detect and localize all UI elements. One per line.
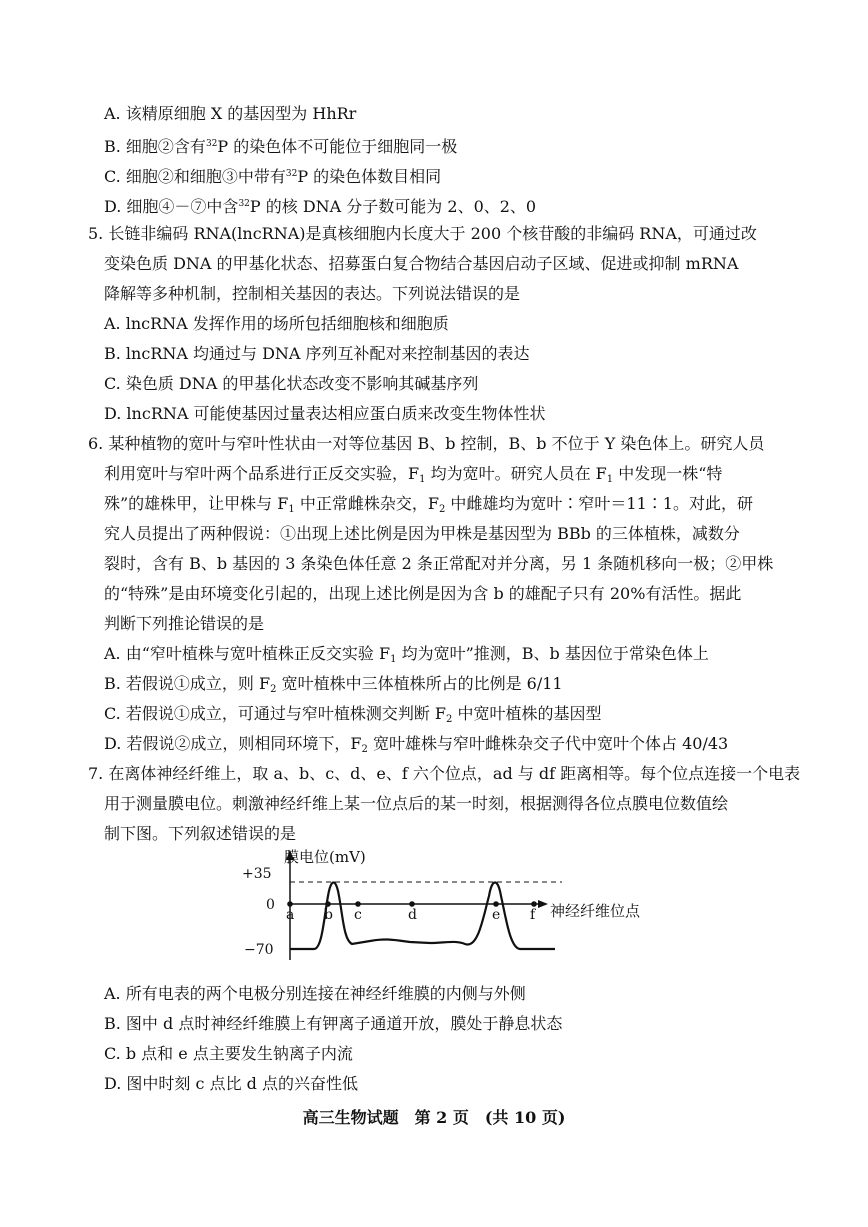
point-c-label: c — [354, 907, 362, 923]
q4-option-d-text-1: D. 细胞④－⑦中含 — [104, 197, 239, 216]
q6-option-a-text-1: A. 由“窄叶植株与宽叶植株正反交实验 F — [104, 644, 391, 663]
q6-option-c-sub: 2 — [446, 714, 453, 725]
q6-line2-sub-2: 1 — [606, 474, 614, 485]
q6-line2-text-1: 利用宽叶与窄叶两个品系进行正反交实验，F — [104, 464, 420, 483]
q6-option-d-sub: 2 — [361, 744, 368, 755]
q6-line3-text-2: 中正常雌株杂交，F — [294, 494, 439, 513]
q4-option-b — [104, 134, 457, 157]
q6-line3-sub-2: 2 — [438, 504, 446, 515]
point-a-label: a — [286, 907, 295, 923]
q5-option-d: D. lncRNA 可能使基因过量表达相应蛋白质来改变生物体性状 — [104, 404, 546, 423]
q4-option-d-sup: 32 — [238, 199, 250, 209]
q5-option-c: C. 染色质 DNA 的甲基化状态改变不影响其碱基序列 — [104, 374, 479, 393]
q6-option-a-text-2: 均为宽叶”推测，B、b 基因位于常染色体上 — [396, 644, 709, 663]
y-tick-0: 0 — [266, 897, 275, 913]
q6-line3-text-1: 殊”的雄株甲，让甲株与 F — [104, 494, 289, 513]
q6-stem-line-4: 究人员提出了两种假说：①出现上述比例是因为甲株是基因型为 BBb 的三体植株，减数分 — [104, 524, 740, 543]
point-b-marker — [325, 901, 331, 907]
point-c-marker — [355, 901, 361, 907]
y-axis-label: 膜电位(mV) — [284, 848, 366, 866]
page-footer: 高三生物试题 第 2 页 (共 10 页) — [302, 1108, 566, 1127]
y-tick-minus70: −70 — [244, 942, 274, 958]
q6-line3-text-3: 中雌雄均为宽叶∶窄叶＝11∶1。对此，研 — [445, 494, 753, 513]
q4-option-c — [104, 164, 441, 187]
q6-line3-sub-1: 1 — [288, 504, 295, 515]
point-b-label: b — [324, 907, 333, 923]
q4-option-b-text-2: P 的染色体不可能位于细胞同一极 — [217, 137, 458, 156]
point-d-marker — [409, 901, 415, 907]
q6-option-c-text-1: C. 若假说①成立，可通过与窄叶植株测交判断 F — [104, 704, 447, 723]
q4-option-a-text: A. 该精原细胞 X 的基因型为 HhRr — [104, 104, 357, 123]
q6-line2-sub-1: 1 — [419, 474, 426, 485]
x-axis-arrow — [538, 900, 548, 908]
q5-option-a: A. lncRNA 发挥作用的场所包括细胞核和细胞质 — [104, 314, 449, 333]
q6-option-b — [104, 674, 563, 700]
q6-option-a — [104, 644, 709, 670]
q6-option-a-sub: 1 — [390, 654, 397, 665]
x-axis-label: 神经纤维位点 — [550, 902, 641, 920]
point-e-label: e — [492, 907, 501, 923]
q4-option-c-sup: 32 — [285, 169, 298, 179]
q7-stem-line-3: 制下图。下列叙述错误的是 — [104, 824, 297, 843]
q6-stem-line-2 — [104, 464, 722, 490]
q7-option-c: C. b 点和 e 点主要发生钠离子内流 — [104, 1044, 353, 1063]
q4-option-d — [104, 194, 536, 217]
q4-option-a — [104, 104, 356, 124]
q5-stem-line-2: 变染色质 DNA 的甲基化状态、招募蛋白复合物结合基因启动子区域、促进或抑制 mRNA — [104, 254, 739, 273]
membrane-potential-graph — [240, 848, 660, 978]
q6-stem-line-3 — [104, 494, 753, 520]
point-d-label: d — [408, 907, 417, 923]
q6-option-d — [104, 734, 728, 760]
q4-option-d-text-2: P 的核 DNA 分子数可能为 2、0、2、0 — [249, 197, 537, 216]
q6-option-d-text-1: D. 若假说②成立，则相同环境下，F — [104, 734, 362, 753]
q4-option-b-text-1: B. 细胞②含有 — [104, 137, 206, 156]
q7-stem-line-1: 7. 在离体神经纤维上，取 a、b、c、d、e、f 六个位点，ad 与 df 距离相等。每个位点连接一个电表 — [88, 764, 801, 783]
q6-option-b-sub: 2 — [270, 684, 277, 695]
point-f-marker — [531, 901, 537, 907]
q4-option-b-sup: 32 — [205, 139, 218, 149]
q6-option-c-text-2: 中宽叶植株的基因型 — [452, 704, 602, 723]
q6-line2-text-3: 中发现一株“特 — [613, 464, 723, 483]
q6-line2-text-2: 均为宽叶。研究人员在 F — [425, 464, 607, 483]
q7-option-b: B. 图中 d 点时神经纤维膜上有钾离子通道开放，膜处于静息状态 — [104, 1014, 563, 1033]
q6-option-c — [104, 704, 602, 730]
q4-option-c-text-1: C. 细胞②和细胞③中带有 — [104, 167, 286, 186]
q6-option-d-text-2: 宽叶雄株与窄叶雌株杂交子代中宽叶个体占 40/43 — [367, 734, 729, 753]
q6-option-b-text-1: B. 若假说①成立，则 F — [104, 674, 271, 693]
point-a-marker — [287, 901, 293, 907]
q5-stem-line-1: 5. 长链非编码 RNA(lncRNA)是真核细胞内长度大于 200 个核苷酸的非编码 RNA，可通过改 — [88, 224, 757, 243]
q6-stem-line-5: 裂时，含有 B、b 基因的 3 条染色体任意 2 条正常配对并分离，另 1 条随机移向一极；②甲株 — [104, 554, 774, 573]
q7-stem-line-2: 用于测量膜电位。刺激神经纤维上某一位点后的某一时刻，根据测得各位点膜电位数值绘 — [104, 794, 729, 813]
point-f-label: f — [530, 907, 536, 923]
q4-option-c-text-2: P 的染色体数目相同 — [297, 167, 442, 186]
q5-stem-line-3: 降解等多种机制，控制相关基因的表达。下列说法错误的是 — [104, 284, 521, 303]
q5-option-b: B. lncRNA 均通过与 DNA 序列互补配对来控制基因的表达 — [104, 344, 530, 363]
q6-option-b-text-2: 宽叶植株中三体植株所占的比例是 6/11 — [276, 674, 563, 693]
y-tick-plus35: +35 — [242, 866, 272, 882]
q6-stem-line-6: 的“特殊”是由环境变化引起的，出现上述比例是因为含 b 的雄配子只有 20%有活性。据此 — [104, 584, 742, 603]
point-e-marker — [493, 901, 499, 907]
q7-option-a: A. 所有电表的两个电极分别连接在神经纤维膜的内侧与外侧 — [104, 984, 526, 1003]
q6-stem-line-7: 判断下列推论错误的是 — [104, 614, 265, 633]
q7-option-d: D. 图中时刻 c 点比 d 点的兴奋性低 — [104, 1074, 358, 1093]
q6-stem-line-1: 6. 某种植物的宽叶与窄叶性状由一对等位基因 B、b 控制，B、b 不位于 Y 染色体上。研究人员 — [88, 434, 765, 453]
